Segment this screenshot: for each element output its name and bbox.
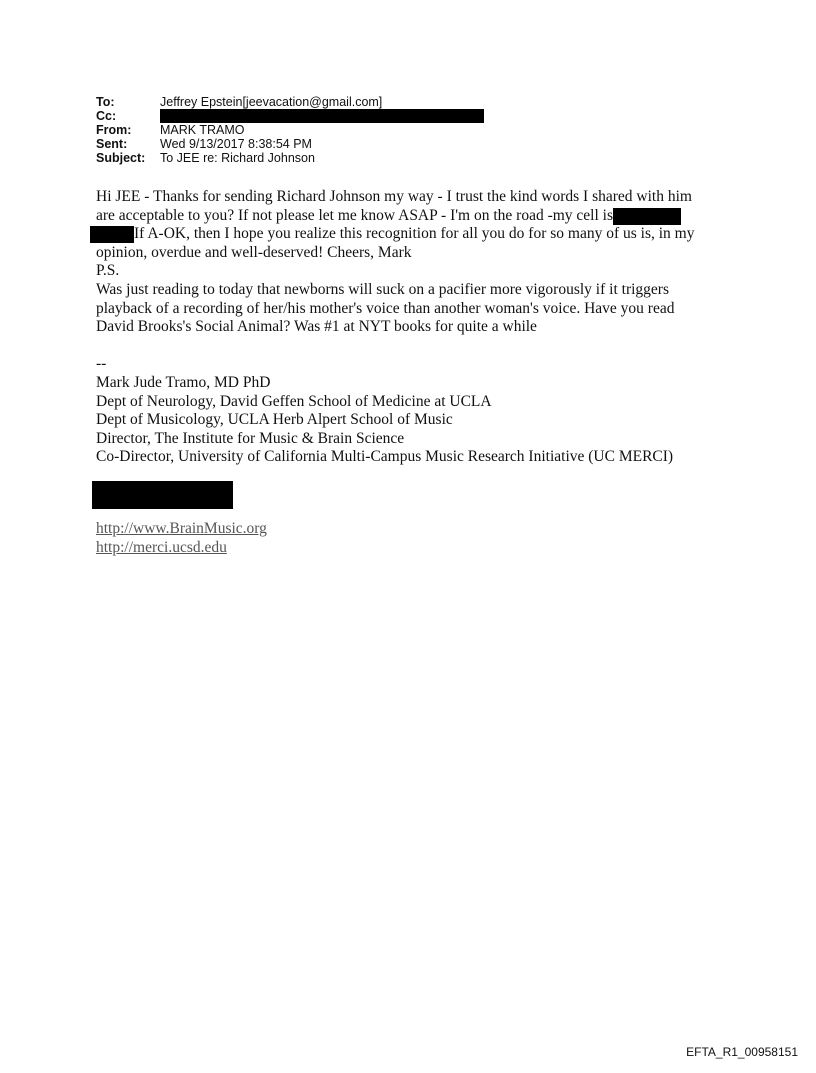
signature-links — [96, 520, 267, 557]
signature-line: Dept of Neurology, David Geffen School of Medicine at UCLA — [96, 392, 492, 410]
body-line-text: are acceptable to you? If not please let me know ASAP - I'm on the road -my cell is — [96, 206, 614, 224]
body-line-text: If A-OK, then I hope you realize this recognition for all you do for so many of us is, in my — [134, 225, 695, 243]
phone-redaction — [613, 208, 681, 225]
body-line: P.S. — [96, 262, 120, 280]
subject-label: Subject: — [96, 151, 146, 165]
body-line: opinion, overdue and well-deserved! Cheers, Mark — [96, 243, 412, 261]
body-line: playback of a recording of her/his mother's voice than another woman's voice. Have you read — [96, 299, 675, 317]
phone-redaction-continued — [90, 226, 134, 243]
signature-redaction — [92, 481, 233, 509]
cc-redaction — [160, 109, 484, 123]
body-line-with-redaction — [96, 225, 736, 244]
body-line: Was just reading to today that newborns will suck on a pacifier more vigorously if it triggers — [96, 280, 669, 298]
signature-line: Co-Director, University of California Multi-Campus Music Research Initiative (UC MERCI) — [96, 448, 674, 466]
subject-value: To JEE re: Richard Johnson — [160, 151, 315, 165]
to-value: Jeffrey Epstein[jeevacation@gmail.com] — [160, 95, 383, 109]
email-body — [96, 188, 736, 467]
from-value: MARK TRAMO — [160, 123, 245, 137]
signature-line: Director, The Institute for Music & Brain Science — [96, 429, 405, 447]
cc-label: Cc: — [96, 109, 117, 123]
body-line: Hi JEE - Thanks for sending Richard Johnson my way - I trust the kind words I shared with him — [96, 188, 692, 205]
merci-link[interactable]: http://merci.ucsd.edu — [96, 538, 227, 556]
sent-value: Wed 9/13/2017 8:38:54 PM — [160, 137, 312, 151]
signature-separator: -- — [96, 355, 107, 373]
to-label: To: — [96, 95, 115, 109]
signature-name: Mark Jude Tramo, MD PhD — [96, 373, 271, 391]
from-label: From: — [96, 123, 132, 137]
body-line: David Brooks's Social Animal? Was #1 at NYT books for quite a while — [96, 318, 537, 336]
body-line-with-redaction — [96, 207, 736, 226]
document-id: EFTA_R1_00958151 — [686, 1045, 798, 1059]
sent-label: Sent: — [96, 137, 128, 151]
signature-line: Dept of Musicology, UCLA Herb Alpert School of Music — [96, 411, 453, 429]
brainmusic-link[interactable]: http://www.BrainMusic.org — [96, 520, 267, 537]
